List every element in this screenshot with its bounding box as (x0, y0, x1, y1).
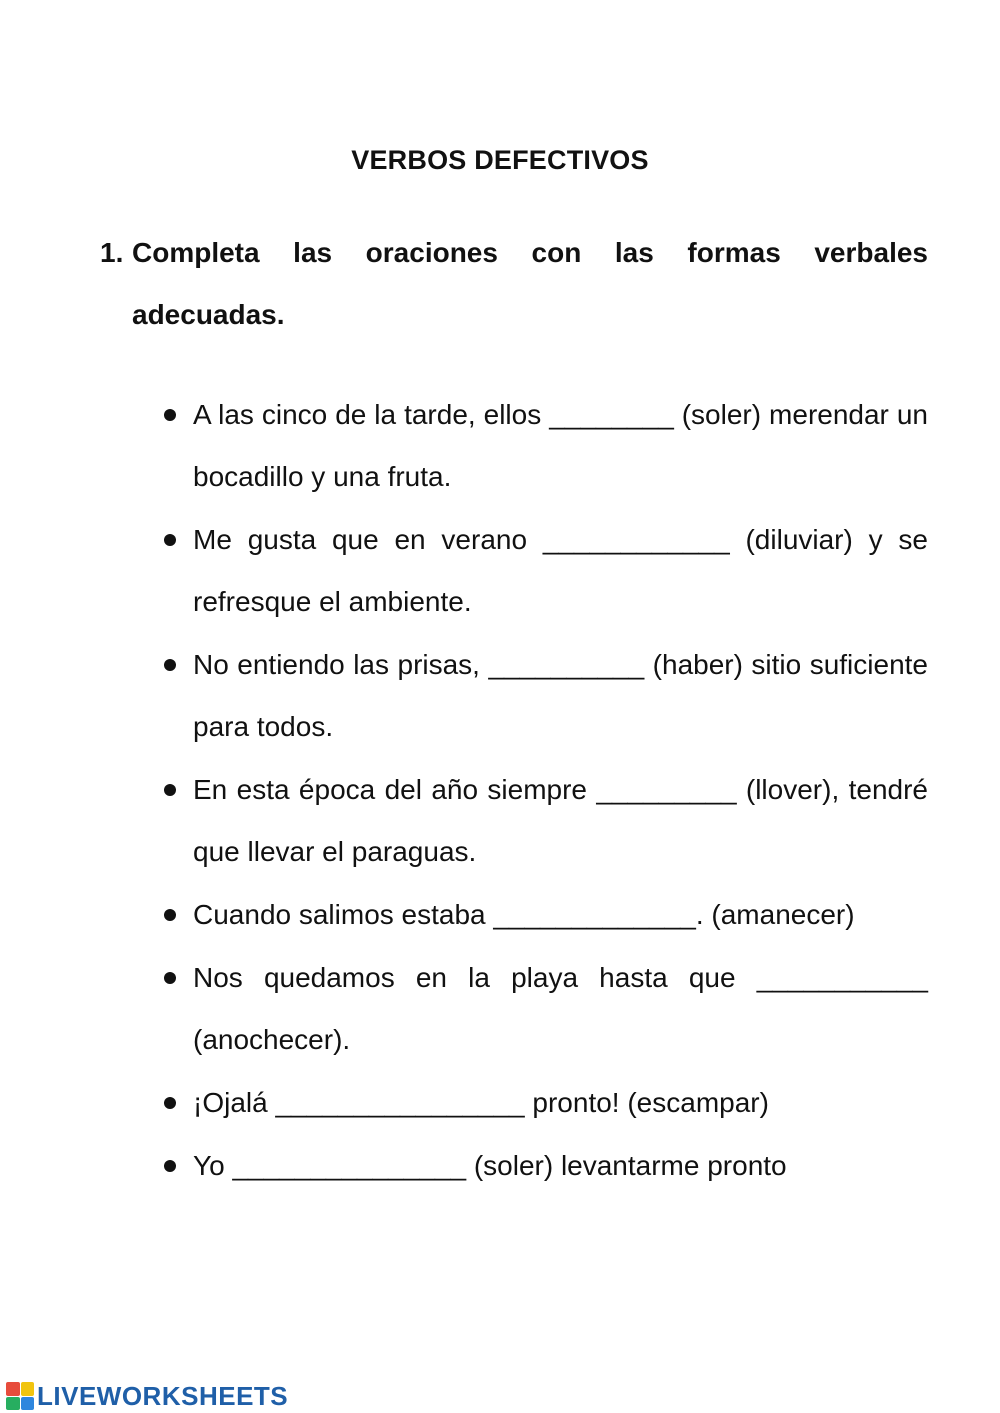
bullet-icon (164, 972, 176, 984)
exercise-item-2 (160, 509, 928, 633)
bullet-icon (164, 534, 176, 546)
exercise-text-5: Cuando salimos estaba _____________. (amanecer) (193, 899, 855, 930)
logo-icon (6, 1382, 34, 1410)
exercise-item-5 (160, 884, 928, 946)
exercise-list (160, 384, 928, 1198)
bullet-icon (164, 784, 176, 796)
exercise-item-6 (160, 947, 928, 1071)
bullet-icon (164, 659, 176, 671)
bullet-icon (164, 1160, 176, 1172)
bullet-icon (164, 409, 176, 421)
exercise-text-3: No entiendo las prisas, __________ (haber) sitio suficiente para todos. (193, 649, 928, 742)
instruction-text: Completa las oraciones con las formas verbales adecuadas. (132, 237, 928, 330)
instruction-number: 1. (100, 237, 124, 268)
exercise-text-6: Nos quedamos en la playa hasta que ___________ (anochecer). (193, 962, 928, 1055)
exercise-item-4 (160, 759, 928, 883)
bullet-icon (164, 1097, 176, 1109)
exercise-text-7: ¡Ojalá ________________ pronto! (escampar) (193, 1087, 769, 1118)
logo-text: LIVEWORKSHEETS (37, 1380, 289, 1411)
page-title: VERBOS DEFECTIVOS (351, 145, 649, 175)
exercise-text-2: Me gusta que en verano ____________ (diluviar) y se refresque el ambiente. (193, 524, 928, 617)
exercise-item-7 (160, 1072, 928, 1134)
instruction (100, 222, 928, 346)
exercise-item-1 (160, 384, 928, 508)
liveworksheets-logo (6, 1380, 288, 1412)
exercise-item-3 (160, 634, 928, 758)
exercise-item-8 (160, 1135, 928, 1197)
bullet-icon (164, 909, 176, 921)
exercise-text-8: Yo _______________ (soler) levantarme pronto (193, 1150, 787, 1181)
exercise-text-1: A las cinco de la tarde, ellos ________ (soler) merendar un bocadillo y una fruta. (193, 399, 928, 492)
exercise-text-4: En esta época del año siempre _________ (llover), tendré que llevar el paraguas. (193, 774, 928, 867)
